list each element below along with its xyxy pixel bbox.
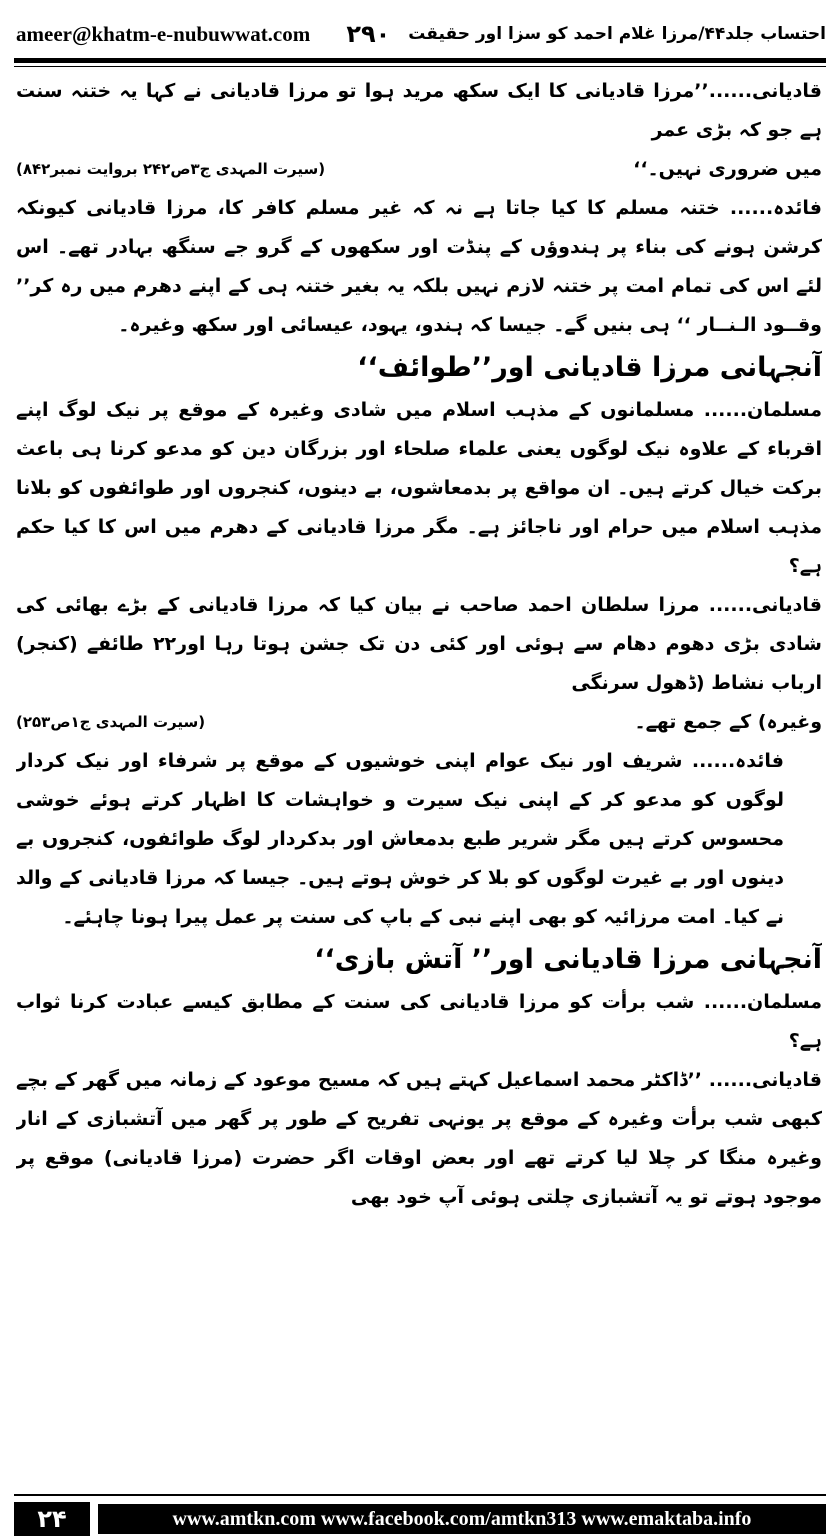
page-header: [16, 14, 826, 54]
reference-line-2: [16, 703, 822, 742]
paragraph-qadiani-3: قادیانی...... ’’ڈاکٹر محمد اسماعیل کہتے ہیں کہ مسیح موعود کے زمانہ میں گھر کے بچے کبھی شب برأت وغیرہ کے موقع پر یونہی تفریح کے طور پر گھر میں آتشبازی کے انار وغیرہ منگا کر چلا لیا کرتے تھے اور بعض اوقات اگر حضرت (مرزا قادیانی) موقع پر موجود ہوتے تو یہ آتشبازی چلتی ہوئی آپ خود بھی: [16, 1069, 822, 1208]
page-number: ۲۹۰: [346, 20, 391, 48]
paragraph-qadiani-1-end: میں ضروری نہیں۔‘‘: [633, 158, 822, 180]
footer-page-box: ۲۴: [14, 1502, 90, 1536]
paragraph-muslim-1: مسلمان...... مسلمانوں کے مذہب اسلام میں شادی وغیرہ کے موقع پر نیک لوگ اپنے اقرباء کے علاوہ نیک لوگوں یعنی علماء صلحاء اور بزرگان دین کو مدعو کرنا ہی باعث برکت خیال کرتے ہیں۔ ان مواقع پر بدمعاشوں، بے دینوں، کنجروں اور طوائفوں کو بلانا مذہب اسلام میں حرام اور ناجائز ہے۔ مگر مرزا قادیانی کے دھرم میں اس کا کیا حکم ہے؟: [16, 399, 822, 577]
paragraph-qadiani-2: قادیانی...... مرزا سلطان احمد صاحب نے بیان کیا کہ مرزا قادیانی کے بڑے بھائی کی شادی بڑی دھوم دھام سے ہوئی اور کئی دن تک جشن ہوتا رہا اور۲۲ طائفے (کنجر) ارباب نشاط (ڈھول سرنگی: [16, 594, 822, 694]
reference-citation-1: (سیرت المہدی ج۳ص۲۴۲ بروایت نمبر۸۴۲): [16, 160, 326, 178]
page-body: [16, 72, 822, 1472]
paragraph-faida-1: فائدہ...... ختنہ مسلم کا کیا جاتا ہے نہ کہ غیر مسلم کافر کا، مرزا قادیانی کیونکہ کرشن ہونے کی بناء پر ہندوؤں کے پنڈت اور سکھوں کے گرو جے سنگھ بہادر تھے۔ اس لئے اس کی تمام امت پر ختنہ لازم نہیں بلکہ یہ بغیر ختنہ ہی کے اپنے دھرم میں رہ کر’’ وقــود الـنــار ‘‘ ہی بنیں گے۔ جیسا کہ ہندو، یہود، عیسائی اور سکھ وغیرہ۔: [16, 197, 822, 336]
header-email: ameer@khatm-e-nubuwwat.com: [16, 21, 311, 46]
header-title-group: [346, 20, 826, 48]
paragraph-muslim-2: مسلمان...... شب برأت کو مرزا قادیانی کی سنت کے مطابق کیسے عبادت کرنا ثواب ہے؟: [16, 991, 822, 1052]
header-rule-thin: [14, 66, 826, 67]
book-title: احتساب جلد۴۴/مرزا غلام احمد کو سزا اور حقیقت: [408, 24, 826, 44]
section-heading-atishbazi: آنجہانی مرزا قادیانی اور’’ آتش بازی‘‘: [314, 944, 822, 975]
reference-citation-2: (سیرت المہدی ج۱ص۲۵۳): [16, 713, 206, 731]
footer-links: www.amtkn.com www.facebook.com/amtkn313 www.emaktaba.info: [98, 1504, 826, 1534]
paragraph-qadiani-1: قادیانی......’’مرزا قادیانی کا ایک سکھ مرید ہوا تو مرزا قادیانی نے کہا یہ ختنہ سنت ہے جو کہ بڑی عمر: [16, 80, 822, 141]
reference-line-1: [16, 150, 822, 189]
header-rule-thick: [14, 58, 826, 63]
page-footer: [14, 1494, 826, 1534]
paragraph-faida-2: فائدہ...... شریف اور نیک عوام اپنی خوشیوں کے موقع پر شرفاء اور نیک کردار لوگوں کو مدعو کر کے اپنی نیک سیرت و خواہشات کا اظہار کرتے ہوئے خوشی محسوس کرتے ہیں مگر شریر طبع بدمعاش اور بدکردار لوگ طوائفوں، کنجروں بے دینوں اور بے غیرت لوگوں کو بلا کر خوش ہوتے ہیں۔ جیسا کہ مرزا قادیانی کے والد نے کیا۔ امت مرزائیہ کو بھی اپنے نبی کے باپ کی سنت پر عمل پیرا ہونا چاہئے۔: [16, 750, 784, 928]
section-heading-tawaif: آنجہانی مرزا قادیانی اور’’طوائف‘‘: [357, 352, 822, 383]
paragraph-qadiani-2-end: وغیرہ) کے جمع تھے۔: [634, 711, 822, 733]
